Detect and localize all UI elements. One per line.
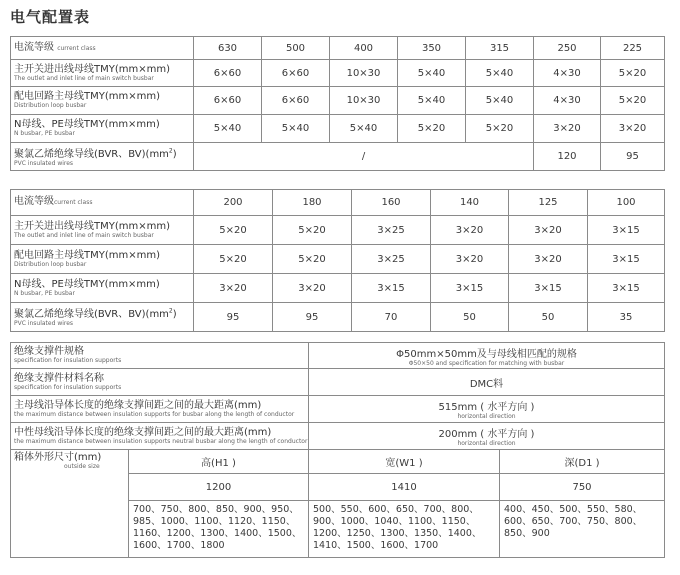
current-class-label: 电流等级 current class <box>11 37 194 60</box>
table-cell: 200mm ( 水平方向 ) horizontal direction <box>309 423 665 450</box>
table-cell: 50 <box>431 303 509 332</box>
current-value: 400 <box>330 37 398 60</box>
table-cell: 3×25 <box>352 216 431 245</box>
table-cell: 10×30 <box>330 60 398 87</box>
width-standard: 1410 <box>309 474 500 501</box>
table-cell: 95 <box>273 303 352 332</box>
box-size-header-row <box>11 450 665 474</box>
row-label: N母线、PE母线TMY(mm×mm) N busbar, PE busbar <box>11 115 194 143</box>
row-label: 主开关进出线母线TMY(mm×mm) The outlet and inlet line of main switch busbar <box>11 216 194 245</box>
current-value: 125 <box>509 190 588 216</box>
table-cell: 35 <box>588 303 665 332</box>
height-standard: 1200 <box>129 474 309 501</box>
depth-header: 深(D1 ) <box>500 450 665 474</box>
table-cell: 5×40 <box>398 87 466 115</box>
row-label: 聚氯乙烯绝缘导线(BVR、$BV)(mm^2)$ PVC insulated wires <box>11 303 194 332</box>
pvc-wire-row <box>11 143 665 171</box>
table-row <box>11 274 665 303</box>
page-title: 电气配置表 <box>10 8 91 26</box>
table-cell: 5×20 <box>601 87 665 115</box>
table-cell: 10×30 <box>330 87 398 115</box>
table-cell: 5×20 <box>398 115 466 143</box>
table-row <box>11 115 665 143</box>
row-label: 配电回路主母线TMY(mm×mm) Distribution loop busbar <box>11 87 194 115</box>
current-class-label: 电流等级current class <box>11 190 194 216</box>
row-label: 聚氯乙烯绝缘导线(BVR、$BV)(mm^2)$ PVC insulated wires <box>11 143 194 171</box>
table-row <box>11 87 665 115</box>
height-header: 高(H1 ) <box>129 450 309 474</box>
table-cell: 3×20 <box>509 216 588 245</box>
current-class-row <box>11 190 665 216</box>
row-label: N母线、PE母线TMY(mm×mm) N busbar, PE busbar <box>11 274 194 303</box>
table-cell: 95 <box>601 143 665 171</box>
table-cell: 5×40 <box>262 115 330 143</box>
table-row <box>11 396 665 423</box>
table-cell: 3×15 <box>431 274 509 303</box>
table-cell: 515mm ( 水平方向 ) horizontal direction <box>309 396 665 423</box>
electrical-config-table-2 <box>10 189 665 332</box>
width-header: 宽(W1 ) <box>309 450 500 474</box>
row-label: 绝缘支撑件规格 specification for insulation supports <box>11 343 309 369</box>
table-row <box>11 216 665 245</box>
table-cell: 5×40 <box>466 60 534 87</box>
insulation-and-box-table <box>10 342 665 558</box>
table-cell: 5×20 <box>273 216 352 245</box>
table-cell: 50 <box>509 303 588 332</box>
current-value: 160 <box>352 190 431 216</box>
table-cell: 5×40 <box>194 115 262 143</box>
row-label: 配电回路主母线TMY(mm×mm) Distribution loop busbar <box>11 245 194 274</box>
current-value: 630 <box>194 37 262 60</box>
table-cell: 3×15 <box>588 216 665 245</box>
current-class-row <box>11 37 665 60</box>
row-label: 主母线沿导体长度的绝缘支撑间距之间的最大距离(mm) the maximum distance between insulation supports for busbar along the length of conductor <box>11 396 309 423</box>
electrical-config-table-1 <box>10 36 665 171</box>
table-cell: 5×40 <box>398 60 466 87</box>
current-value: 315 <box>466 37 534 60</box>
pvc-wire-row <box>11 303 665 332</box>
table-row <box>11 369 665 396</box>
table-cell: 70 <box>352 303 431 332</box>
table-cell: 3×20 <box>601 115 665 143</box>
current-value: 225 <box>601 37 665 60</box>
table-cell: 3×20 <box>194 274 273 303</box>
table-cell: 5×20 <box>601 60 665 87</box>
table-cell: 5×40 <box>466 87 534 115</box>
current-value: 250 <box>534 37 601 60</box>
table-cell: 3×25 <box>352 245 431 274</box>
table-cell: 3×15 <box>588 274 665 303</box>
current-value: 350 <box>398 37 466 60</box>
row-label: 主开关进出线母线TMY(mm×mm) The outlet and inlet line of main switch busbar <box>11 60 194 87</box>
table-cell: 3×15 <box>509 274 588 303</box>
current-value: 200 <box>194 190 273 216</box>
table-cell: 3×20 <box>273 274 352 303</box>
table-cell: 5×20 <box>194 216 273 245</box>
table-row <box>11 423 665 450</box>
table-cell: 5×20 <box>466 115 534 143</box>
table-row <box>11 343 665 369</box>
table-cell: DMC料 <box>309 369 665 396</box>
table-cell: 6×60 <box>262 60 330 87</box>
table-cell: 4×30 <box>534 87 601 115</box>
table-cell: 6×60 <box>262 87 330 115</box>
table-cell: 3×20 <box>509 245 588 274</box>
depth-standard: 750 <box>500 474 665 501</box>
table-cell: 3×20 <box>534 115 601 143</box>
table-cell: 5×20 <box>194 245 273 274</box>
height-range: 700、750、800、850、900、950、985、1000、1100、1120、1150、1160、1200、1300、1400、1500、1600、1700、1800 <box>129 501 309 558</box>
table-cell: 3×15 <box>588 245 665 274</box>
row-label: 绝缘支撑件材料名称 specification for insulation supports <box>11 369 309 396</box>
current-value: 100 <box>588 190 665 216</box>
current-value: 140 <box>431 190 509 216</box>
table-cell: 95 <box>194 303 273 332</box>
depth-range: 400、450、500、550、580、600、650、700、750、800、850、900 <box>500 501 665 558</box>
table-cell: 3×20 <box>431 216 509 245</box>
table-cell: 5×20 <box>273 245 352 274</box>
table-cell: 6×60 <box>194 60 262 87</box>
table-row <box>11 60 665 87</box>
table-row <box>11 245 665 274</box>
table-cell: 4×30 <box>534 60 601 87</box>
table-cell: 3×15 <box>352 274 431 303</box>
table-cell: 3×20 <box>431 245 509 274</box>
table-cell: Φ50mm×50mm及与母线相匹配的规格 Φ50×50 and specification for matching with busbar <box>309 343 665 369</box>
table-cell: 5×40 <box>330 115 398 143</box>
current-value: 500 <box>262 37 330 60</box>
current-value: 180 <box>273 190 352 216</box>
box-size-label: 箱体外形尺寸(mm) outside size <box>11 450 129 558</box>
table-cell: 120 <box>534 143 601 171</box>
table-cell: 6×60 <box>194 87 262 115</box>
width-range: 500、550、600、650、700、800、900、1000、1040、1100、1150、1200、1250、1300、1350、1400、1410、1500、1600、1700 <box>309 501 500 558</box>
row-label: 中性母线沿导体长度的绝缘支撑间距之间的最大距离(mm) the maximum distance between insulation supports neutral busbar along the length of conductor <box>11 423 309 450</box>
not-applicable-cell: / <box>194 143 534 171</box>
